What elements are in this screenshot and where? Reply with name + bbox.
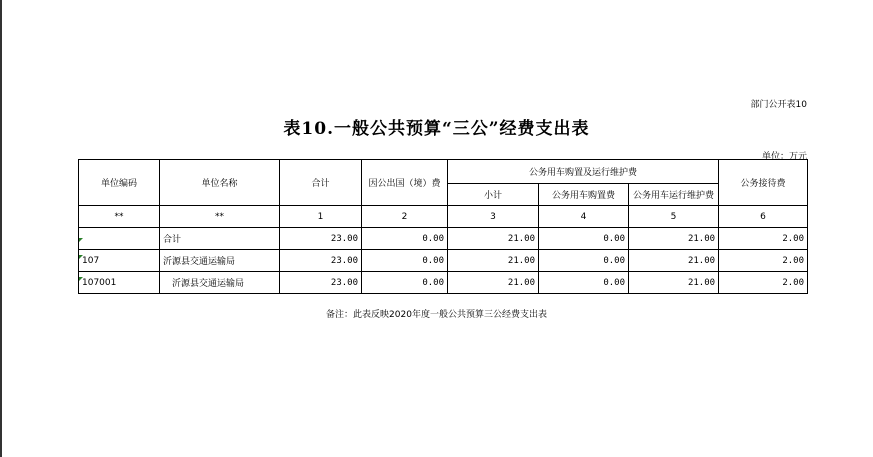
index-cell: **: [79, 206, 160, 228]
header-reception: 公务接待费: [719, 160, 808, 206]
header-total: 合计: [280, 160, 362, 206]
cell-abroad: 0.00: [362, 228, 448, 250]
cell-total: 23.00: [280, 228, 362, 250]
cell-marker: [79, 277, 83, 281]
header-abroad: 因公出国（境）费: [362, 160, 448, 206]
index-row: [79, 206, 808, 228]
header-row-1: [79, 160, 808, 184]
header-unit-code: 单位编码: [79, 160, 160, 206]
index-cell: **: [160, 206, 280, 228]
header-unit-name: 单位名称: [160, 160, 280, 206]
document-code: 部门公开表10: [750, 100, 807, 110]
cell-operation: 21.00: [629, 272, 719, 294]
cell-name: 沂源县交通运输局: [160, 272, 280, 294]
footnote: 备注：此表反映2020年度一般公共预算三公经费支出表: [326, 310, 547, 320]
index-cell: 6: [719, 206, 808, 228]
cell-abroad: 0.00: [362, 272, 448, 294]
index-cell: 1: [280, 206, 362, 228]
cell-abroad: 0.00: [362, 250, 448, 272]
index-cell: 4: [539, 206, 629, 228]
cell-reception: 2.00: [719, 272, 808, 294]
cell-total: 23.00: [280, 250, 362, 272]
cell-operation: 21.00: [629, 250, 719, 272]
header-vehicle-purchase: 公务用车购置费: [539, 184, 629, 206]
header-vehicle-group: 公务用车购置及运行维护费: [448, 160, 719, 184]
table-row-total: [79, 228, 808, 250]
cell-purchase: 0.00: [539, 228, 629, 250]
cell-marker: [79, 238, 83, 242]
cell-marker: [79, 255, 83, 259]
index-cell: 2: [362, 206, 448, 228]
cell-operation: 21.00: [629, 228, 719, 250]
cell-code: 107001: [79, 272, 160, 294]
cell-name: 沂源县交通运输局: [160, 250, 280, 272]
cell-total: 23.00: [280, 272, 362, 294]
cell-code: 107: [79, 250, 160, 272]
cell-reception: 2.00: [719, 250, 808, 272]
cell-purchase: 0.00: [539, 250, 629, 272]
header-subtotal: 小计: [448, 184, 539, 206]
table-row: [79, 250, 808, 272]
cell-subtotal: 21.00: [448, 228, 539, 250]
cell-reception: 2.00: [719, 228, 808, 250]
cell-code: [79, 228, 160, 250]
header-vehicle-operation: 公务用车运行维护费: [629, 184, 719, 206]
table-row: [79, 272, 808, 294]
page-left-border: [0, 0, 2, 457]
page-title: 表10.一般公共预算“三公”经费支出表: [283, 119, 590, 139]
index-cell: 3: [448, 206, 539, 228]
cell-purchase: 0.00: [539, 272, 629, 294]
index-cell: 5: [629, 206, 719, 228]
cell-subtotal: 21.00: [448, 272, 539, 294]
cell-subtotal: 21.00: [448, 250, 539, 272]
cell-name: 合计: [160, 228, 280, 250]
expense-table: [78, 159, 808, 294]
unit-label: 单位：万元: [761, 152, 807, 162]
